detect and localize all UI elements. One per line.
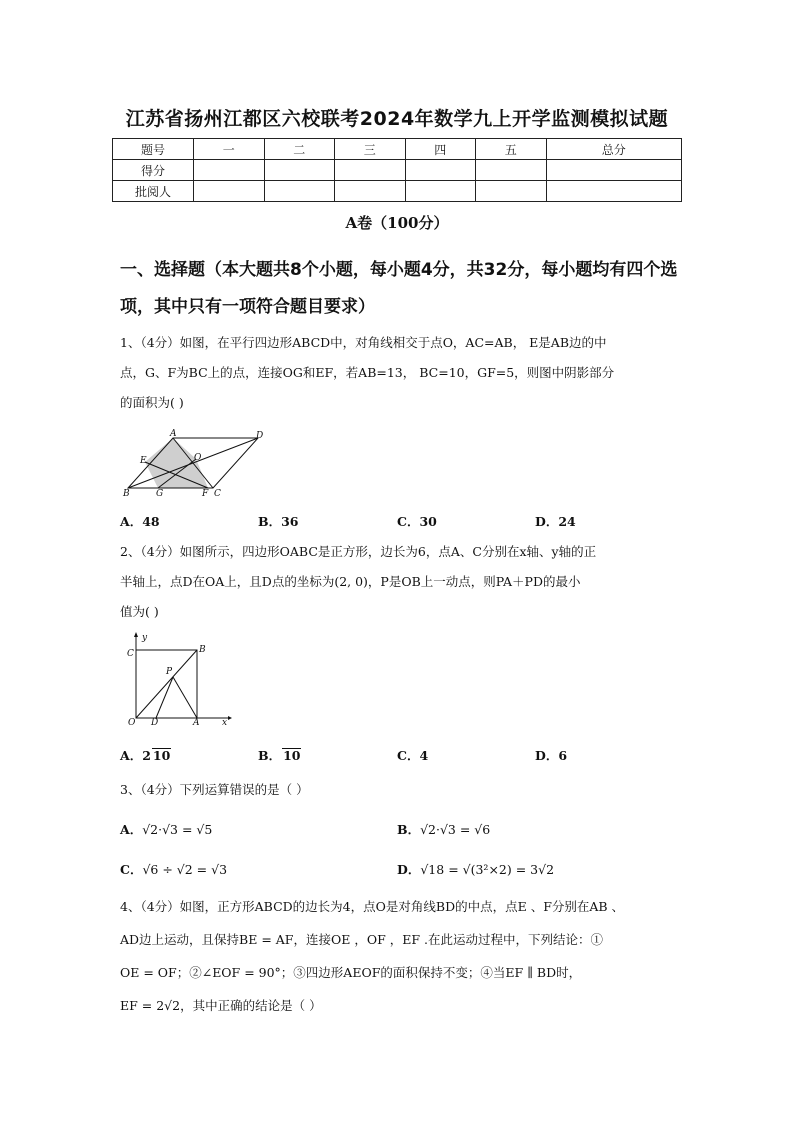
option-a-radicand: 10 [152,748,171,763]
table-cell[interactable] [264,181,335,202]
table-row-label: 得分 [113,160,194,181]
option-b-radicand: 10 [283,748,301,763]
option-d[interactable]: D．24 [535,514,576,529]
option-a[interactable] [120,746,171,764]
question-line: 半轴上，点D在OA上，且D点的坐标为(2, 0)，P是OB上一动点，则PA＋PD的最小 [120,574,581,589]
option-b[interactable] [397,820,490,838]
option-d-expression: √18 = √(3²×2) = 3√2 [420,862,555,877]
option-a[interactable]: A．48 [120,514,160,529]
point-label: A [193,718,200,726]
table-cell[interactable] [546,160,682,181]
question-3-options-row-1 [120,820,680,838]
section-heading: 一、选择题（本大题共8个小题，每小题4分，共32分，每小题均有四个选项，其中只有一项符合题目要求） [120,260,678,317]
table-cell[interactable] [194,160,265,181]
option-c[interactable]: C．4 [397,748,429,763]
point-label: D [256,431,264,441]
point-label: C [214,489,221,498]
option-c[interactable]: C．30 [397,514,437,529]
option-b-letter: B． [397,822,421,837]
option-d[interactable]: D．6 [535,748,568,763]
axis-label: y [142,633,148,643]
question-3-options-row-2 [120,860,680,878]
point-label: O [128,718,136,726]
volume-heading: A卷（100分） [345,214,449,232]
table-header-cell: 题号 [113,139,194,160]
table-cell[interactable] [335,181,406,202]
table-header-cell: 五 [476,139,547,160]
table-row [113,139,682,160]
question-line: 1、（4分）如图，在平行四边形ABCD中，对角线相交于点O，AC=AB， E是AB边的中 [120,335,607,350]
table-row [113,160,682,181]
point-label: C [127,649,134,659]
option-a-prefix: A．2 [120,748,151,763]
question-4-text [120,890,680,1022]
x-axis-arrow-icon [228,716,232,720]
point-label: P [166,667,173,677]
table-header-cell: 总分 [546,139,682,160]
table-cell[interactable] [194,181,265,202]
point-label: B [199,645,206,655]
axis-label: x [222,718,228,726]
option-a-letter: A． [120,822,143,837]
option-d-letter: D． [397,862,421,877]
table-cell[interactable] [405,160,476,181]
parallelogram-figure [118,428,268,498]
y-axis-arrow-icon [134,632,138,637]
question-line: OE = OF；②∠EOF = 90°；③四边形AEOF的面积保持不变；④当EF ∥ BD时， [120,965,582,980]
question-2-text [120,537,680,627]
segment-pd [156,677,173,718]
question-1-options [120,512,680,528]
option-d[interactable] [397,860,554,878]
point-label: E [140,456,147,466]
table-header-cell: 三 [335,139,406,160]
question-line: AD边上运动，且保持BE = AF，连接OE ，OF ，EF .在此运动过程中，下列结论：① [120,932,603,947]
option-a-expression: √2·√3 = √5 [142,822,213,837]
option-c-expression: √6 ÷ √2 = √3 [142,862,228,877]
table-cell[interactable] [546,181,682,202]
table-row-label: 批阅人 [113,181,194,202]
segment-pa [173,677,197,718]
point-label: G [156,489,164,498]
option-b-expression: √2·√3 = √6 [420,822,491,837]
table-cell[interactable] [264,160,335,181]
table-cell[interactable] [335,160,406,181]
point-label: O [194,453,202,463]
table-cell[interactable] [476,160,547,181]
question-line: 值为( ) [120,604,159,619]
diagonal-ob [136,650,197,718]
question-1-text [120,328,680,418]
option-b-prefix: B． [258,748,282,763]
point-label: A [170,429,177,439]
question-line: 4、（4分）如图，正方形ABCD的边长为4，点O是对角线BD的中点，点E 、F分别在AB 、 [120,899,625,914]
point-label: F [202,489,209,498]
question-line: 2、（4分）如图所示，四边形OABC是正方形，边长为6，点A、C分别在x轴、y轴的正 [120,544,597,559]
table-header-cell: 四 [405,139,476,160]
question-line: 点，G、F为BC上的点，连接OG和EF，若AB=13， BC=10，GF=5，则图中阴影部分 [120,365,615,380]
shaded-region [145,438,208,488]
table-header-cell: 一 [194,139,265,160]
option-a[interactable] [120,820,212,838]
option-c[interactable] [120,860,227,878]
table-header-cell: 二 [264,139,335,160]
page-title: 江苏省扬州江都区六校联考2024年数学九上开学监测模拟试题 [125,108,669,130]
question-line: 3、（4分）下列运算错误的是（ ） [120,782,309,797]
point-label: D [151,718,159,726]
option-b[interactable] [258,746,301,764]
table-cell[interactable] [476,181,547,202]
score-table [112,138,682,202]
table-row [113,181,682,202]
option-b[interactable]: B．36 [258,514,299,529]
table-cell[interactable] [405,181,476,202]
question-3-text [120,775,680,805]
question-line: EF = 2√2，其中正确的结论是（ ） [120,998,322,1013]
option-c-letter: C． [120,862,143,877]
question-line: 的面积为( ) [120,395,184,410]
point-label: B [123,489,130,498]
question-2-options [120,746,680,764]
square-coordinate-figure [118,630,238,726]
